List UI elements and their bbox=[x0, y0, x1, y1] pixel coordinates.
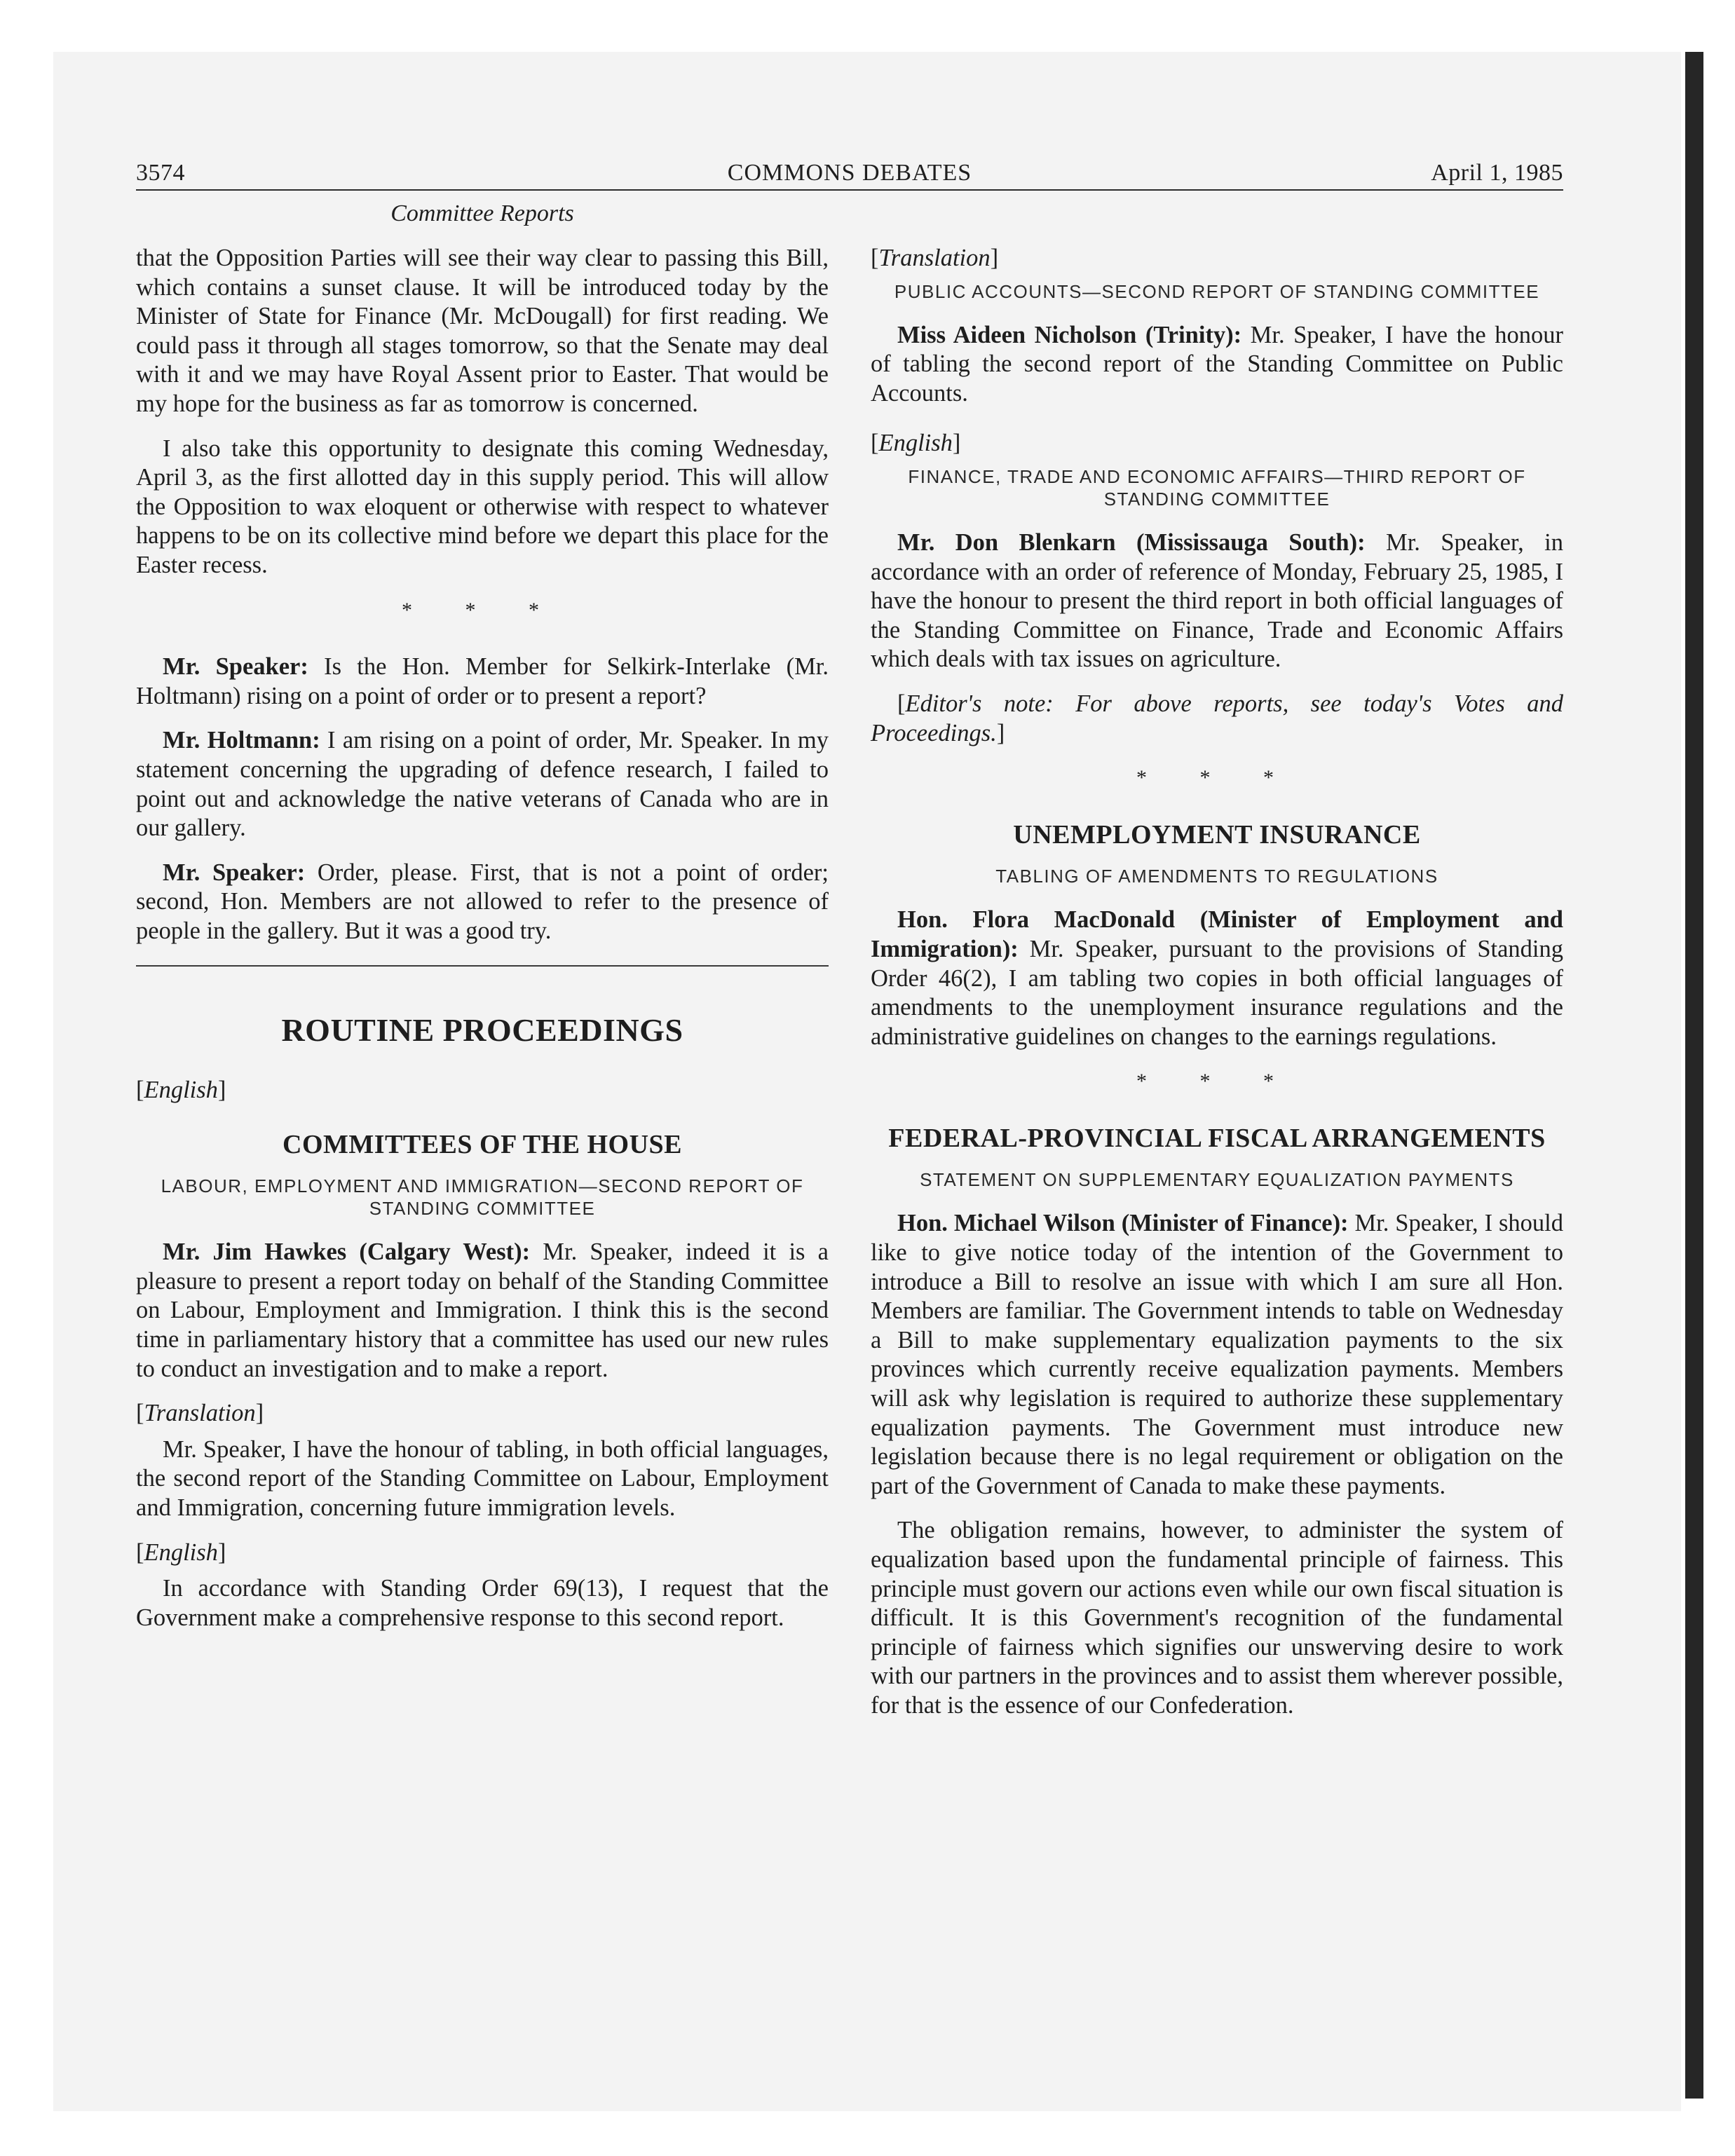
speaker-name: Hon. Michael Wilson (Minister of Finance): bbox=[897, 1210, 1349, 1237]
subsection-heading: COMMITTEES OF THE HOUSE bbox=[283, 1129, 682, 1159]
scan-edge-shadow bbox=[1685, 52, 1703, 2099]
paragraph: I also take this opportunity to designate this coming Wednesday, April 3, as the first allotted day in this supply period. This will allow the Opposition to wax eloquent or otherwise with respect to whatever happens to be on its collective mind before we depart this place for the Easter recess. bbox=[136, 435, 829, 578]
header-rule bbox=[136, 189, 1563, 191]
speech-paragraph bbox=[871, 321, 1563, 409]
speech-paragraph bbox=[871, 528, 1563, 674]
left-column bbox=[136, 244, 829, 1648]
report-subheading: PUBLIC ACCOUNTS—SECOND REPORT OF STANDING COMMITTEE bbox=[894, 280, 1540, 302]
language-tag: [English] bbox=[136, 1077, 226, 1104]
speech-text: I am rising on a point of order, Mr. Speaker. In my statement concerning the upgrading of defence research, I failed to point out and acknowledge the native veterans of Canada who are in our gallery. bbox=[136, 727, 829, 842]
section-separator: * * * bbox=[1136, 766, 1298, 790]
speech-paragraph bbox=[871, 1209, 1563, 1501]
page-header bbox=[136, 149, 1563, 192]
report-subheading: TABLING OF AMENDMENTS TO REGULATIONS bbox=[995, 866, 1438, 887]
right-column bbox=[871, 244, 1563, 1736]
speech-text: Mr. Speaker, I should like to give notice today of the intention of the Government to introduce a Bill to resolve an issue with which I am sure all Hon. Members are familiar. The Government intends to table on Wednesday a Bill to make supplementary equalization payments to the six provinces which currently receive equalization payments. Members will ask why legislation is required to authorize these supplementary equalization payments. The Government must introduce new legislation because there is no legal requirement or obligation on the part of the Government of Canada to make these payments. bbox=[871, 1210, 1564, 1499]
language-tag: [English] bbox=[136, 1538, 226, 1566]
speaker-name: Mr. Jim Hawkes (Calgary West): bbox=[163, 1239, 531, 1266]
speech-paragraph bbox=[871, 906, 1563, 1051]
speech-text: Mr. Speaker, pursuant to the provisions of Standing Order 46(2), I am tabling two copies in both official languages of amendments to the unemployment insurance regulations and the administrative guidelines on changes to the earnings regulations. bbox=[871, 935, 1563, 1050]
speaker-name: Miss Aideen Nicholson (Trinity): bbox=[897, 321, 1242, 348]
paragraph: In accordance with Standing Order 69(13), I request that the Government make a comprehensive response to this second report. bbox=[136, 1575, 829, 1631]
speech-paragraph bbox=[136, 726, 829, 842]
speaker-name: Mr. Speaker: bbox=[163, 859, 306, 886]
language-tag: [Translation] bbox=[871, 245, 999, 271]
report-subheading: STATEMENT ON SUPPLEMENTARY EQUALIZATION PAYMENTS bbox=[920, 1169, 1514, 1191]
speech-text: Order, please. First, that is not a point of order; second, Hon. Members are not allowed to refer to the presence of people in the gallery. But it was a good try. bbox=[136, 859, 829, 944]
speech-text: Mr. Speaker, I have the honour of tabling the second report of the Standing Committee on Public Accounts. bbox=[871, 321, 1564, 407]
speaker-name: Hon. Flora MacDonald (Minister of Employment and Immigration): bbox=[871, 906, 1563, 962]
report-subheading: FINANCE, TRADE AND ECONOMIC AFFAIRS—THIRD REPORT OF STANDING COMMITTEE bbox=[908, 465, 1526, 510]
speaker-name: Mr. Holtmann: bbox=[163, 727, 320, 754]
subsection-heading: FEDERAL-PROVINCIAL FISCAL ARRANGEMENTS bbox=[888, 1123, 1546, 1153]
speech-paragraph bbox=[136, 1238, 829, 1384]
speaker-name: Mr. Don Blenkarn (Mississauga South): bbox=[897, 528, 1366, 556]
paragraph: Mr. Speaker, I have the honour of tabling, in both official languages, the second report of the Standing Committee on Labour, Employment and Immigration, concerning future immigration levels. bbox=[136, 1435, 829, 1521]
paragraph: that the Opposition Parties will see their way clear to passing this Bill, which contains a sunset clause. It will be introduced today by the Minister of State for Finance (Mr. McDougall) for first reading. We could pass it through all stages tomorrow, so that the Senate may deal with it and we may have Royal Assent prior to Easter. That would be my hope for the business as far as tomorrow is concerned. bbox=[136, 245, 829, 417]
editors-note: [Editor's note: For above reports, see today's Votes and Proceedings.] bbox=[871, 690, 1563, 746]
section-separator: * * * bbox=[402, 598, 563, 622]
running-subtitle: Committee Reports bbox=[390, 200, 574, 226]
speech-text: Mr. Speaker, in accordance with an order of reference of Monday, February 25, 1985, I have the honour to present the third report in both official languages of the Standing Committee on Finance, Trade and Economic Affairs which deals with tax issues on agriculture. bbox=[871, 528, 1563, 673]
section-rule bbox=[136, 965, 829, 967]
paragraph: The obligation remains, however, to administer the system of equalization based upon the fundamental principle of fairness. This principle must govern our actions even while our own fiscal situation is difficult. It is this Government's recognition of the fundamental principle of fairness which signifies our unswerving desire to work with our partners in the provinces and to assist them wherever possible, for that is the essence of our Confederation. bbox=[871, 1517, 1563, 1719]
speech-paragraph bbox=[136, 653, 829, 711]
language-tag: [Translation] bbox=[136, 1400, 264, 1427]
speaker-name: Mr. Speaker: bbox=[163, 653, 308, 681]
speech-paragraph bbox=[136, 859, 829, 946]
page-number: 3574 bbox=[136, 160, 185, 186]
speech-text: Mr. Speaker, indeed it is a pleasure to present a report today on behalf of the Standing Committee on Labour, Employment and Immigration. I think this is the second time in parliamentary history that a committee has used our new rules to conduct an investigation and to make a report. bbox=[136, 1239, 829, 1382]
speech-text: Is the Hon. Member for Selkirk-Interlake (Mr. Holtmann) rising on a point of order or to present a report? bbox=[136, 653, 829, 709]
section-separator: * * * bbox=[1136, 1070, 1298, 1093]
language-tag: [English] bbox=[871, 430, 961, 457]
issue-date: April 1, 1985 bbox=[1431, 160, 1563, 186]
publication-title: COMMONS DEBATES bbox=[727, 160, 972, 186]
report-subheading: LABOUR, EMPLOYMENT AND IMMIGRATION—SECOND REPORT OF STANDING COMMITTEE bbox=[161, 1175, 804, 1220]
section-heading: ROUTINE PROCEEDINGS bbox=[281, 1012, 683, 1049]
subsection-heading: UNEMPLOYMENT INSURANCE bbox=[1013, 819, 1421, 850]
